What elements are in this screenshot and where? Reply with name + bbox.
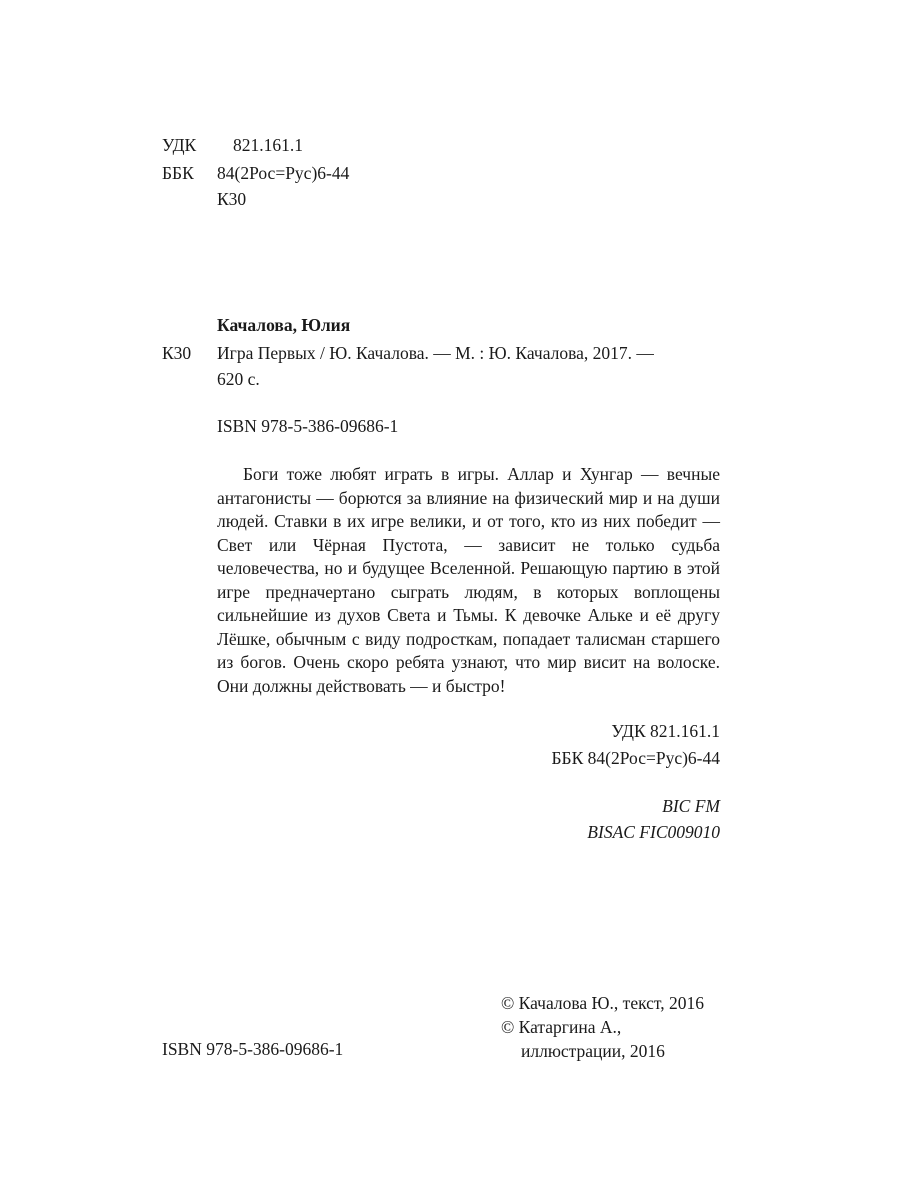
copyright-illustrations: © Катаргина А., bbox=[501, 1017, 622, 1037]
udk-repeat: УДК 821.161.1 bbox=[611, 721, 720, 741]
isbn-footer: ISBN 978-5-386-09686-1 bbox=[162, 1039, 344, 1059]
bbk-label: ББК bbox=[162, 163, 194, 183]
author-name: Качалова, Юлия bbox=[217, 315, 351, 335]
bbk-value: 84(2Рос=Рус)6-44 bbox=[217, 163, 350, 183]
author-mark-header: К30 bbox=[217, 189, 247, 209]
bib-line-2: 620 с. bbox=[217, 369, 260, 389]
bisac-code: BISAC FIC009010 bbox=[587, 822, 720, 842]
bib-line-1: Игра Первых / Ю. Качалова. — М. : Ю. Качалова, 2017. — bbox=[217, 343, 654, 363]
annotation-paragraph: Боги тоже любят играть в игры. Аллар и Хунгар — вечные антагонисты — борются за влияние на физический мир и на души людей. Ставки в их игре велики, и от того, кто из них победит — Свет или Чёрная Пустота, — зависит не только судьба человечества, но и будущее Вселенной. Решающую партию в этой игре предначертано сыграть людям, в которых воплощены сильнейшие из духов Света и Тьмы. К девочке Альке и её другу Лёшке, обычным с виду подросткам, попадает талисман старшего из богов. Очень скоро ребята узнают, что мир висит на волоске. Они должны действовать — и быстро! bbox=[217, 464, 720, 696]
udk-label: УДК bbox=[162, 135, 197, 155]
bic-code: BIC FM bbox=[662, 796, 720, 816]
bbk-repeat: ББК 84(2Рос=Рус)6-44 bbox=[551, 748, 720, 768]
isbn-record: ISBN 978-5-386-09686-1 bbox=[217, 416, 399, 436]
copyright-illustrations-cont: иллюстрации, 2016 bbox=[521, 1041, 665, 1061]
author-mark: К30 bbox=[162, 343, 192, 363]
copyright-text: © Качалова Ю., текст, 2016 bbox=[501, 993, 705, 1013]
udk-value: 821.161.1 bbox=[233, 135, 303, 155]
